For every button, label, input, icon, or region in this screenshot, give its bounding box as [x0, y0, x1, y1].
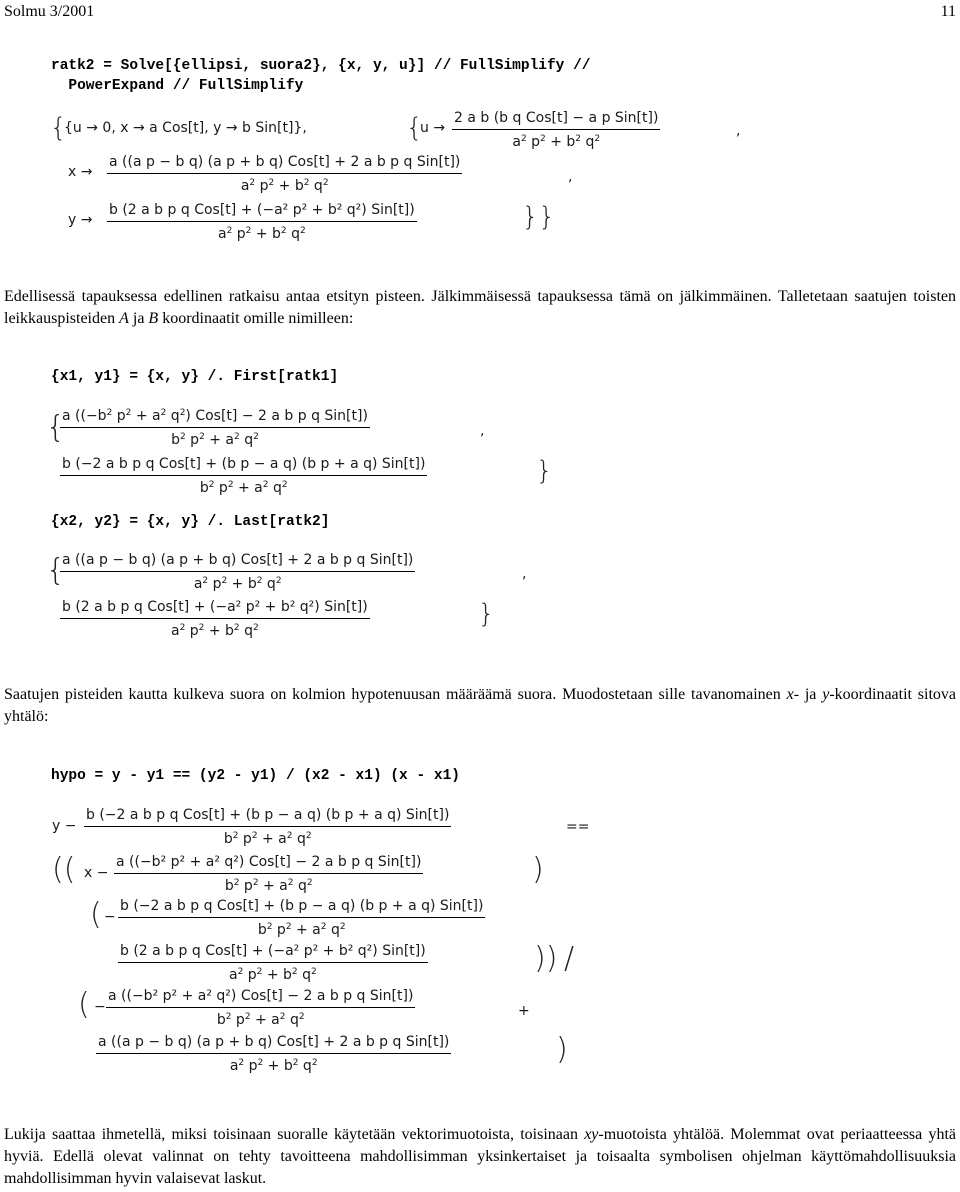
- x-arrow: x →: [68, 164, 93, 180]
- comma: ,: [736, 123, 741, 139]
- x-numerator: a ((a p − b q) (a p + b q) Cos[t] + 2 a b p q Sin[t]): [107, 154, 462, 174]
- u-arrow: u →: [420, 120, 446, 136]
- equals: ==: [566, 819, 590, 835]
- close-braces: }}: [522, 202, 556, 232]
- mathematica-input-solve: [51, 56, 591, 96]
- y1-fraction: [60, 456, 427, 496]
- input-line-1: ratk2 = Solve[{ellipsi, suora2}, {x, y, u}] // FullSimplify //: [51, 58, 591, 74]
- mathematica-input-hypo: hypo = y - y1 == (y2 - y1) / (x2 - x1) (x - x1): [51, 768, 460, 784]
- hypo-y2-denominator: $a^2$ $p^2 + b^2$ $q^2$: [228, 967, 317, 983]
- x1-denominator: $b^2$ $p^2 + a^2$ $q^2$: [171, 432, 259, 448]
- x-fraction: [107, 154, 462, 194]
- y1-denominator: $b^2$ $p^2 + a^2$ $q^2$: [199, 480, 288, 496]
- paragraph-2: Saatujen pisteiden kautta kulkeva suora on kolmion hypotenuusan määräämä suora. Muodostetaan sille tavanomainen x- ja y-koordinaatit sitova yhtälö:: [4, 686, 957, 725]
- u-numerator: 2 a b (b q Cos[t] − a p Sin[t]): [452, 110, 660, 130]
- close-paren: ): [556, 1032, 568, 1067]
- mathematica-input-first: {x1, y1} = {x, y} /. First[ratk1]: [51, 369, 339, 385]
- hypo-x1-denominator-2: $b^2$ $p^2 + a^2$ $q^2$: [216, 1012, 305, 1028]
- hypo-y1-fraction: [84, 807, 451, 847]
- open-brace: {: [50, 113, 67, 143]
- comma: ,: [568, 169, 573, 185]
- x2-fraction: [60, 552, 415, 592]
- hypo-x2-numerator: a ((a p − b q) (a p + b q) Cos[t] + 2 a b p q Sin[t]): [96, 1034, 451, 1054]
- open-brace: {: [46, 553, 66, 588]
- hypo-y1-fraction-2: [118, 898, 485, 938]
- y-fraction: [107, 202, 417, 242]
- x-denominator: $a^2$ $p^2 + b^2$ $q^2$: [240, 178, 329, 194]
- hypo-y1-denominator: $b^2$ $p^2 + a^2$ $q^2$: [223, 831, 312, 847]
- hypo-y1-numerator-2: b (−2 a b p q Cos[t] + (b p − a q) (b p + a q) Sin[t]): [118, 898, 485, 918]
- hypo-x1-numerator: a ((−b² p² + a² q²) Cos[t] − 2 a b p q Sin[t]): [114, 854, 423, 874]
- hypo-y2-numerator: b (2 a b p q Cos[t] + (−a² p² + b² q²) Sin[t]): [118, 943, 428, 963]
- open-brace: {: [46, 410, 66, 445]
- comma: ,: [522, 566, 527, 582]
- hypo-x1-denominator: $b^2$ $p^2 + a^2$ $q^2$: [224, 878, 313, 894]
- close-parens: )): [534, 941, 558, 976]
- y1-numerator: b (−2 a b p q Cos[t] + (b p − a q) (b p + a q) Sin[t]): [60, 456, 427, 476]
- open-brace-2: {: [406, 113, 423, 143]
- y-arrow: y →: [68, 212, 93, 228]
- mathematica-input-last: {x2, y2} = {x, y} /. Last[ratk2]: [51, 514, 330, 530]
- hypo-y1-numerator: b (−2 a b p q Cos[t] + (b p − a q) (b p + a q) Sin[t]): [84, 807, 451, 827]
- open-paren: (: [90, 897, 102, 932]
- x-minus: x −: [84, 865, 109, 881]
- u-fraction: [452, 110, 660, 150]
- x1-numerator: a (($-b^2$ $p^2 + a^2$ $q^2$) Cos[t] − 2 a b p q Sin[t]): [60, 408, 370, 428]
- y-numerator: b (2 a b p q Cos[t] + (−a² p² + b² q²) Sin[t]): [107, 202, 417, 222]
- hypo-y2-fraction: [118, 943, 428, 983]
- division-slash: /: [564, 941, 575, 976]
- x2-denominator: $a^2$ $p^2 + b^2$ $q^2$: [193, 576, 282, 592]
- solution-trivial: {u → 0, x → a Cos[t], y → b Sin[t]},: [64, 120, 307, 136]
- hypo-x1-numerator-2: a ((−b² p² + a² q²) Cos[t] − 2 a b p q Sin[t]): [106, 988, 415, 1008]
- y-denominator: $a^2$ $p^2 + b^2$ $q^2$: [217, 226, 306, 242]
- hypo-x1-fraction: [114, 854, 423, 894]
- open-parens: ((: [52, 852, 76, 887]
- close-paren: ): [532, 852, 544, 887]
- hypo-x1-fraction-2: [106, 988, 415, 1028]
- y2-fraction: [60, 599, 370, 639]
- plus-sign: +: [518, 1003, 530, 1019]
- u-denominator: $a^2$ $p^2 + b^2$ $q^2$: [512, 134, 601, 150]
- y2-numerator: b (2 a b p q Cos[t] + (−a² p² + b² q²) Sin[t]): [60, 599, 370, 619]
- close-brace: }: [536, 456, 553, 486]
- open-paren: (: [78, 987, 90, 1022]
- y2-denominator: $a^2$ $p^2 + b^2$ $q^2$: [170, 623, 259, 639]
- comma: ,: [480, 423, 485, 439]
- hypo-x2-fraction: [96, 1034, 451, 1074]
- paragraph-1: Edellisessä tapauksessa edellinen ratkaisu antaa etsityn pisteen. Jälkimmäisessä tapauksessa tämä on jälkimmäinen. Talletetaan saatujen toisten leikkauspisteiden A ja B koordinaatit omille nimilleen:: [4, 288, 956, 327]
- input-line-2: PowerExpand // FullSimplify: [51, 78, 304, 94]
- y-minus: y −: [52, 818, 77, 834]
- running-header: Solmu 3/2001: [4, 3, 95, 20]
- minus-sign: −: [94, 999, 106, 1015]
- hypo-y1-denominator-2: $b^2$ $p^2 + a^2$ $q^2$: [257, 922, 346, 938]
- close-brace: }: [478, 599, 495, 629]
- x1-fraction: [60, 408, 370, 448]
- minus-sign: −: [104, 909, 116, 925]
- page-number: 11: [940, 3, 956, 20]
- hypo-x2-denominator: $a^2$ $p^2 + b^2$ $q^2$: [229, 1058, 318, 1074]
- paragraph-3: Lukija saattaa ihmetellä, miksi toisinaan suoralle käytetään vektorimuotoista, toisinaan xy-muotoista yhtälöä. Molemmat ovat periaatteessa yhtä hyviä. Edellä olevat valinnat on tehty tavoitteena mahdollisimman yksinkertaiset ja toisaalta symbolisen ohjelman käyttömahdollisuuksia mahdollisimman hyvin valaisevat laskut.: [4, 1126, 957, 1187]
- x2-numerator: a ((a p − b q) (a p + b q) Cos[t] + 2 a b p q Sin[t]): [60, 552, 415, 572]
